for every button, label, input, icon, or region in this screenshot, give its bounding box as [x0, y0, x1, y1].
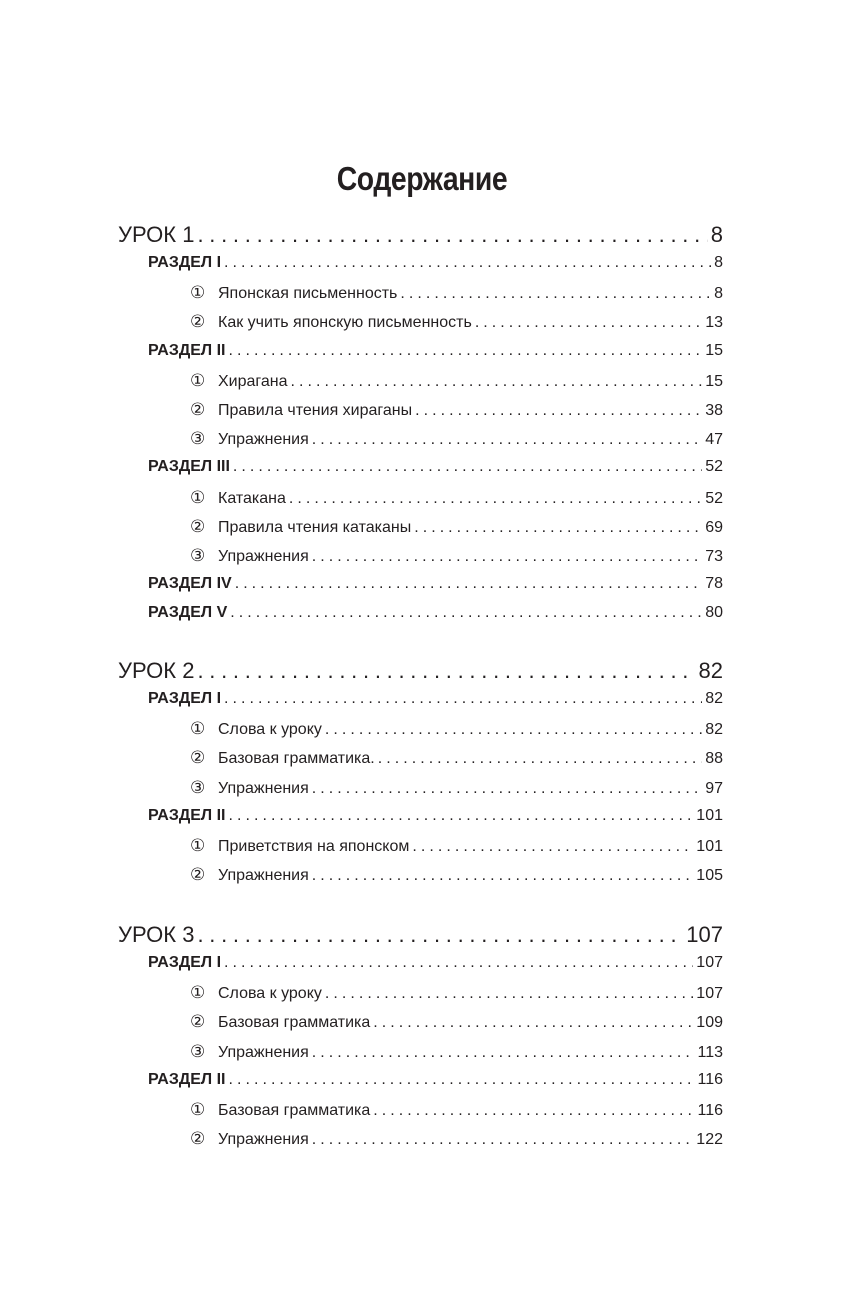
item-number: ②: [190, 312, 206, 332]
toc-item-text: Как учить японскую письменность: [218, 314, 472, 332]
toc-item-text: Упражнения: [218, 1131, 309, 1149]
toc-item-label: [190, 1042, 309, 1062]
section-entry-page-number: 52: [705, 458, 723, 476]
section-entry-text: РАЗДЕЛ III: [148, 458, 230, 476]
dot-leader: [224, 690, 702, 708]
toc-item-text: Базовая грамматика.: [218, 750, 375, 768]
section-entry-page-number: 82: [705, 690, 723, 707]
toc-item[interactable]: [190, 312, 723, 334]
dot-leader: [228, 1071, 694, 1089]
item-number: ①: [190, 1100, 206, 1119]
toc-item-page-number: 8: [714, 285, 723, 303]
section-entry-label: [148, 1071, 225, 1089]
section-entry-page-number: 101: [696, 806, 723, 824]
item-number: ③: [190, 777, 206, 797]
section-entry[interactable]: [148, 575, 723, 597]
section-entry-label: [148, 254, 221, 272]
lesson-entry-page-number: 8: [710, 222, 723, 247]
toc-item[interactable]: [190, 1100, 723, 1122]
toc-item-page-number: 122: [696, 1131, 723, 1149]
toc-item-text: Катакана: [218, 489, 286, 507]
toc-item-text: Упражнения: [218, 867, 309, 885]
section-entry-label: [148, 690, 221, 708]
dot-leader: [230, 604, 702, 622]
toc-item-label: [190, 778, 309, 798]
lesson-entry-text: УРОК 1: [118, 222, 195, 247]
toc-item-label: [190, 517, 411, 537]
dot-leader: [197, 222, 707, 248]
toc-item-page-number: 109: [696, 1014, 723, 1032]
toc-item-label: [190, 546, 309, 566]
item-number: ①: [190, 836, 206, 855]
dot-leader: [312, 1131, 694, 1149]
toc-item-page-number: 113: [697, 1043, 723, 1061]
dot-leader: [224, 954, 693, 972]
section-entry[interactable]: [148, 690, 723, 712]
dot-leader: [228, 342, 702, 360]
toc-item-label: [190, 371, 288, 391]
dot-leader: [312, 548, 702, 566]
item-number: ①: [190, 487, 206, 507]
dot-leader: [291, 373, 703, 391]
toc-item[interactable]: [190, 283, 723, 305]
toc-item-page-number: 116: [697, 1102, 723, 1119]
toc-item-text: Японская письменность: [218, 285, 398, 303]
item-number: ②: [190, 748, 206, 768]
item-number: ①: [190, 983, 206, 1003]
section-entry-text: РАЗДЕЛ IV: [148, 575, 232, 593]
section-entry[interactable]: [148, 458, 723, 480]
dot-leader: [235, 575, 703, 593]
item-number: ②: [190, 400, 206, 419]
section-entry-text: РАЗДЕЛ I: [148, 254, 222, 271]
section-entry[interactable]: [148, 604, 723, 626]
dot-leader: [373, 1014, 693, 1032]
dot-leader: [412, 838, 693, 856]
toc-item-text: Правила чтения хираганы: [218, 402, 413, 419]
dot-leader: [475, 314, 702, 332]
toc-item[interactable]: [190, 1042, 723, 1064]
lesson-entry[interactable]: [118, 222, 723, 250]
toc-item-page-number: 52: [705, 489, 723, 507]
dot-leader: [312, 431, 702, 449]
toc-item-text: Упражнения: [218, 431, 309, 449]
toc-item-page-number: 88: [705, 750, 723, 768]
lesson-entry-label: [118, 922, 194, 948]
toc-item-page-number: 47: [705, 431, 723, 449]
dot-leader: [289, 490, 702, 508]
toc-item[interactable]: [190, 836, 723, 858]
toc-item-label: [190, 1129, 309, 1149]
toc-item-text: Упражнения: [218, 548, 309, 565]
toc-item-page-number: 15: [705, 372, 723, 390]
item-number: ①: [190, 370, 206, 390]
section-entry-text: РАЗДЕЛ I: [148, 690, 222, 707]
toc-item-text: Хирагана: [218, 372, 288, 390]
toc-item[interactable]: [190, 429, 723, 451]
toc-item-page-number: 13: [705, 314, 723, 332]
toc-item[interactable]: [190, 1012, 723, 1034]
section-entry-page-number: 80: [705, 604, 723, 622]
toc-item-page-number: 107: [696, 985, 723, 1003]
toc-item[interactable]: [190, 400, 723, 422]
toc-item-page-number: 38: [705, 402, 723, 419]
dot-leader: [312, 780, 702, 798]
toc-item[interactable]: [190, 371, 723, 393]
toc-item-page-number: 69: [705, 518, 723, 536]
toc-item-page-number: 105: [696, 867, 723, 885]
section-entry-text: РАЗДЕЛ II: [148, 1070, 226, 1088]
section-entry-label: [148, 575, 232, 593]
toc-item-label: [190, 983, 322, 1003]
dot-leader: [414, 519, 702, 537]
section-entry-label: [148, 807, 225, 825]
toc-item-label: [190, 283, 397, 303]
section-entry[interactable]: [148, 254, 723, 276]
toc-item-label: [190, 1012, 370, 1032]
dot-leader: [378, 750, 702, 768]
toc-item[interactable]: [190, 719, 723, 741]
dot-leader: [197, 922, 683, 948]
toc-item-text: Слова к уроку: [218, 985, 322, 1003]
item-number: ②: [190, 1129, 206, 1149]
toc-item[interactable]: [190, 517, 723, 539]
toc-item[interactable]: [190, 1129, 723, 1151]
dot-leader: [312, 1044, 695, 1062]
section-entry[interactable]: [148, 1071, 723, 1093]
lesson-entry-label: [118, 222, 194, 248]
toc-item-text: Базовая грамматика: [218, 1102, 371, 1119]
toc-item-label: [190, 429, 309, 449]
section-entry-label: [148, 604, 227, 622]
item-number: ③: [190, 429, 206, 449]
toc-item-label: [190, 312, 472, 332]
section-entry[interactable]: [148, 954, 723, 976]
item-number: ①: [190, 719, 206, 739]
toc-item[interactable]: [190, 865, 723, 887]
toc-item-page-number: 101: [696, 838, 723, 855]
toc-item-text: Приветствия на японском: [218, 838, 410, 855]
item-number: ③: [190, 546, 206, 565]
toc-item-text: Упражнения: [218, 1043, 309, 1061]
toc-item-text: Слова к уроку: [218, 721, 322, 739]
toc-item-label: [190, 748, 375, 768]
item-number: ②: [190, 1012, 206, 1032]
dot-leader: [228, 807, 693, 825]
toc-item-text: Базовая грамматика: [218, 1014, 371, 1032]
lesson-entry-text: УРОК 2: [118, 658, 195, 683]
lesson-entry-label: [118, 658, 194, 684]
dot-leader: [197, 658, 695, 684]
toc-item[interactable]: [190, 546, 723, 568]
section-entry-text: РАЗДЕЛ V: [148, 604, 228, 622]
item-number: ②: [190, 865, 206, 885]
toc-item-label: [190, 488, 286, 508]
dot-leader: [325, 721, 702, 739]
toc-item-label: [190, 865, 309, 885]
lesson-entry[interactable]: [118, 922, 723, 950]
dot-leader: [373, 1102, 694, 1120]
toc-item-page-number: 97: [705, 779, 723, 797]
toc-item[interactable]: [190, 778, 723, 800]
lesson-entry[interactable]: [118, 658, 723, 686]
section-entry-page-number: 107: [696, 954, 723, 971]
toc-item[interactable]: [190, 488, 723, 510]
toc-item[interactable]: [190, 983, 723, 1005]
toc-item-page-number: 82: [705, 721, 723, 739]
section-entry-page-number: 116: [697, 1070, 723, 1088]
lesson-entry-text: УРОК 3: [118, 922, 195, 947]
section-entry-page-number: 78: [705, 575, 723, 593]
item-number: ③: [190, 1041, 206, 1061]
dot-leader: [224, 254, 711, 272]
item-number: ①: [190, 283, 206, 303]
section-entry[interactable]: [148, 342, 723, 364]
section-entry-label: [148, 458, 230, 476]
toc-item-text: Правила чтения катаканы: [218, 518, 412, 536]
toc-item-label: [190, 719, 322, 739]
section-entry[interactable]: [148, 807, 723, 829]
dot-leader: [233, 458, 702, 476]
dot-leader: [415, 402, 702, 420]
section-entry-label: [148, 954, 221, 972]
dot-leader: [325, 985, 693, 1003]
section-entry-label: [148, 342, 225, 360]
toc-item-page-number: 73: [705, 548, 723, 565]
toc-item[interactable]: [190, 748, 723, 770]
section-entry-page-number: 15: [705, 341, 723, 359]
toc-item-label: [190, 836, 409, 856]
section-entry-page-number: 8: [714, 254, 723, 271]
section-entry-text: РАЗДЕЛ II: [148, 341, 226, 359]
lesson-entry-page-number: 107: [686, 922, 723, 947]
dot-leader: [312, 867, 694, 885]
item-number: ②: [190, 516, 206, 536]
toc-item-label: [190, 400, 412, 420]
page-title: Содержание: [336, 160, 508, 197]
section-entry-text: РАЗДЕЛ II: [148, 806, 226, 824]
toc-item-label: [190, 1100, 370, 1120]
toc-item-text: Упражнения: [218, 779, 309, 797]
dot-leader: [400, 285, 711, 303]
lesson-entry-page-number: 82: [698, 658, 723, 683]
section-entry-text: РАЗДЕЛ I: [148, 954, 222, 971]
